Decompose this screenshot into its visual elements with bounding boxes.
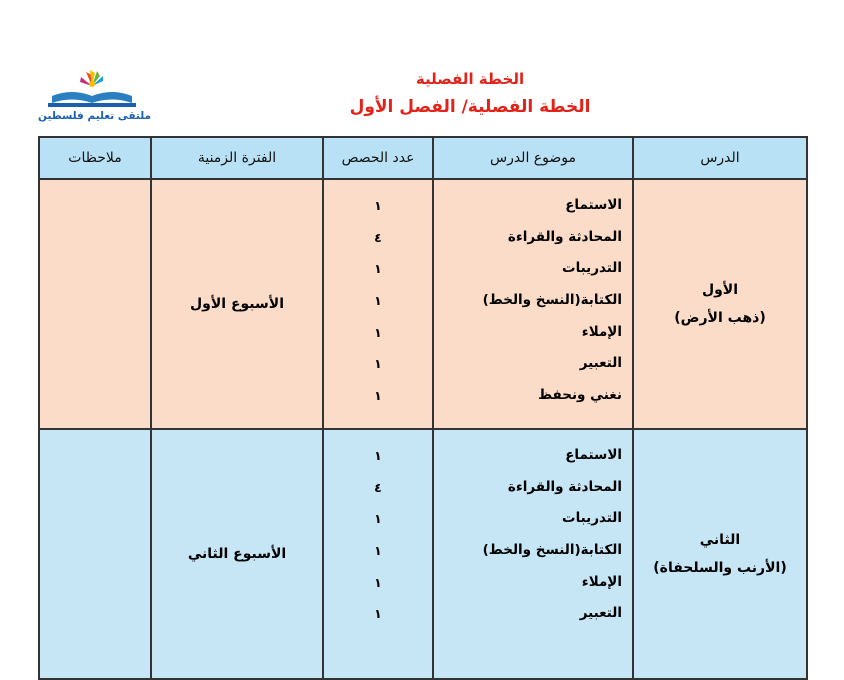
session-count: ١ — [374, 324, 382, 340]
topic-item: التعبير — [579, 605, 622, 622]
page-title: الخطة الفصلية — [415, 70, 525, 88]
topic-item: الكتابة(النسخ والخط) — [482, 292, 622, 309]
session-count: ١ — [374, 543, 382, 559]
session-count: ١ — [374, 574, 382, 590]
session-count: ١ — [374, 356, 382, 372]
session-count: ٤ — [374, 229, 382, 245]
sessions-cell — [323, 429, 433, 679]
session-count: ١ — [374, 198, 382, 213]
session-count: ٤ — [374, 479, 382, 495]
table-row — [39, 179, 807, 429]
topic-item: نغني ونحفظ — [538, 387, 622, 404]
session-count: ١ — [374, 293, 382, 309]
topic-item: التعبير — [579, 355, 622, 372]
sessions-cell — [323, 179, 433, 429]
session-count: ١ — [374, 448, 382, 463]
column-header-topic: موضوع الدرس — [433, 137, 633, 179]
column-header-period: الفترة الزمنية — [151, 137, 323, 179]
lesson-title: (ذهب الأرض) — [674, 310, 766, 326]
notes-cell — [39, 179, 151, 429]
lesson-name: الأول — [701, 282, 739, 298]
topic-item: الإملاء — [581, 323, 622, 340]
topic-item: الإملاء — [581, 573, 622, 590]
lesson-title: (الأرنب والسلحفاة) — [653, 560, 787, 576]
lesson-name: الثاني — [699, 532, 741, 548]
notes-cell — [39, 429, 151, 679]
session-count: ١ — [374, 261, 382, 277]
column-header-notes: ملاحظات — [39, 137, 151, 179]
topic-item: الكتابة(النسخ والخط) — [482, 542, 622, 559]
lesson-cell — [633, 429, 807, 679]
column-header-lesson: الدرس — [633, 137, 807, 179]
topic-item: التدريبات — [562, 510, 622, 527]
topic-item: المحادثة والقراءة — [507, 228, 622, 245]
lesson-cell — [633, 179, 807, 429]
page-subtitle: الخطة الفصلية/ الفصل الأول — [349, 97, 591, 117]
logo-caption: ملتقى تعليم فلسطين — [38, 110, 152, 122]
topic-item: التدريبات — [562, 260, 622, 277]
column-header-sessions: عدد الحصص — [323, 137, 433, 179]
period-cell: الأسبوع الأول — [151, 179, 323, 429]
topic-item: الاستماع — [565, 197, 622, 213]
topic-item: الاستماع — [565, 447, 622, 463]
session-count: ١ — [374, 388, 382, 404]
topics-cell — [433, 179, 633, 429]
period-cell: الأسبوع الثاني — [151, 429, 323, 679]
table-row — [39, 429, 807, 679]
topic-item: المحادثة والقراءة — [507, 478, 622, 495]
open-book-logo-icon — [38, 70, 146, 110]
table-header-row — [39, 137, 807, 179]
semester-plan-table — [38, 136, 808, 680]
session-count: ١ — [374, 511, 382, 527]
topics-cell — [433, 429, 633, 679]
session-count: ١ — [374, 606, 382, 622]
logo — [38, 70, 152, 126]
